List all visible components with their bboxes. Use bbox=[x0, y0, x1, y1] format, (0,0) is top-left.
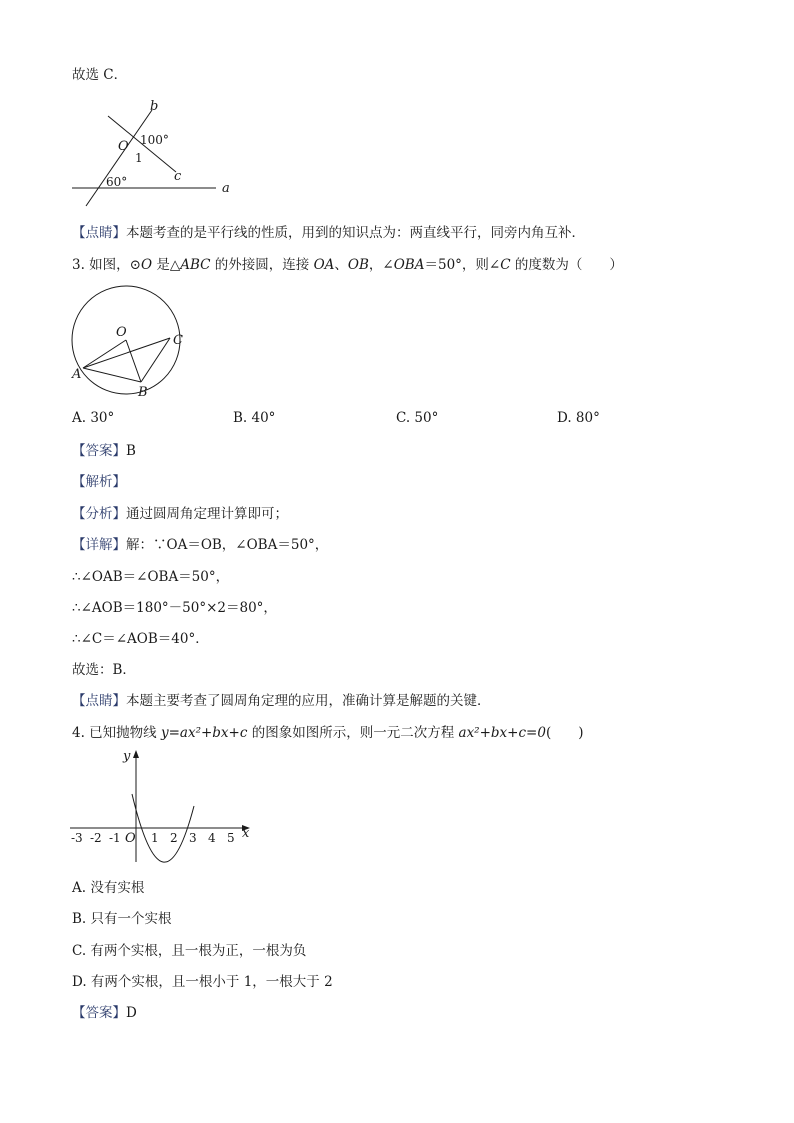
xiangjie-tag: 【详解】 bbox=[72, 537, 126, 553]
q3-step-1: ∴∠OAB＝∠OBA＝50°， bbox=[72, 569, 230, 585]
q3-step-3: ∴∠C＝∠AOB＝40°． bbox=[72, 631, 209, 647]
label-C: C bbox=[173, 333, 183, 348]
q3-xiangjie bbox=[72, 536, 328, 554]
q4-parabola-figure bbox=[66, 744, 256, 866]
q3-stem bbox=[72, 256, 623, 274]
dianjing-text: 本题主要考查了圆周角定理的应用，准确计算是解题的关键． bbox=[126, 693, 491, 709]
q3-option-b[interactable]: B. 40° bbox=[233, 410, 276, 426]
tick-5: 5 bbox=[227, 831, 235, 845]
q3-stem-mid4: ，∠ bbox=[368, 257, 394, 273]
answer-value: B bbox=[126, 443, 136, 459]
q3-stem-prefix: 3. 如图，⊙ bbox=[72, 257, 141, 273]
q4-stem-eq2: ax²+bx+c=0 bbox=[458, 725, 546, 741]
answer-value: D bbox=[126, 1005, 137, 1021]
q2-dianjing bbox=[72, 224, 585, 242]
q3-option-a[interactable]: A. 30° bbox=[72, 410, 115, 426]
q3-option-d[interactable]: D. 80° bbox=[557, 410, 600, 426]
q4-option-c[interactable]: C. 有两个实根，且一根为正，一根为负 bbox=[72, 943, 307, 959]
q3-jiexi bbox=[72, 473, 126, 491]
q3-stem-end: 的度数为（ ） bbox=[510, 257, 623, 273]
label-1: 1 bbox=[135, 151, 143, 165]
dianjing-text: 本题考查的是平行线的性质，用到的知识点为：两直线平行，同旁内角互补． bbox=[126, 225, 585, 241]
segment-OA bbox=[83, 340, 126, 368]
answer-tag: 【答案】 bbox=[72, 443, 126, 459]
q3-conclusion: 故选：B． bbox=[72, 662, 136, 678]
q3-stem-mid3: 、 bbox=[334, 257, 348, 273]
q3-stem-OB: OB bbox=[347, 257, 369, 273]
q4-answer bbox=[72, 1004, 137, 1022]
label-O: O bbox=[116, 325, 127, 340]
tick-2: 2 bbox=[170, 831, 178, 845]
q3-stem-mid1: 是△ bbox=[152, 257, 181, 273]
q3-fenxi bbox=[72, 505, 288, 523]
q3-stem-mid2: 的外接圆，连接 bbox=[210, 257, 314, 273]
q3-stem-O: O bbox=[140, 257, 153, 273]
fenxi-tag: 【分析】 bbox=[72, 506, 126, 522]
q2-parallel-lines-figure bbox=[66, 96, 246, 212]
q4-option-a[interactable]: A. 没有实根 bbox=[72, 880, 145, 896]
y-axis-arrow bbox=[133, 750, 139, 758]
segment-BC bbox=[141, 338, 170, 382]
q3-dianjing bbox=[72, 692, 491, 710]
label-O: O bbox=[125, 831, 136, 846]
answer-tag: 【答案】 bbox=[72, 1005, 126, 1021]
q4-stem-eq1: y=ax²+bx+c bbox=[160, 725, 248, 741]
label-b: b bbox=[150, 99, 159, 114]
label-x: x bbox=[242, 826, 250, 841]
q3-stem-mid5: ＝50°，则∠ bbox=[424, 257, 501, 273]
q3-stem-OBA: OBA bbox=[393, 257, 425, 273]
tick--2: -2 bbox=[90, 831, 102, 845]
segment-OB bbox=[126, 340, 141, 382]
q4-option-b[interactable]: B. 只有一个实根 bbox=[72, 911, 172, 927]
dianjing-tag: 【点睛】 bbox=[72, 693, 126, 709]
q4-stem-end: ( ) bbox=[545, 725, 584, 741]
fenxi-text: 通过圆周角定理计算即可； bbox=[126, 506, 288, 522]
q3-stem-C: C bbox=[500, 257, 511, 273]
tick-4: 4 bbox=[208, 831, 216, 845]
q3-answer bbox=[72, 442, 136, 460]
label-c: c bbox=[174, 169, 182, 184]
q3-circle-figure bbox=[64, 282, 194, 400]
tick--3: -3 bbox=[71, 831, 83, 845]
q3-option-c[interactable]: C. 50° bbox=[396, 410, 439, 426]
jiexi-tag: 【解析】 bbox=[72, 474, 126, 490]
q3-stem-OA: OA bbox=[313, 257, 335, 273]
q2-answer-line: 故选 C． bbox=[72, 67, 128, 83]
label-B: B bbox=[138, 385, 148, 400]
q3-step-2: ∴∠AOB＝180°－50°×2＝80°， bbox=[72, 600, 277, 616]
q4-stem-prefix: 4. 已知抛物线 bbox=[72, 725, 161, 741]
label-O: O bbox=[118, 139, 129, 154]
label-100: 100° bbox=[140, 133, 169, 147]
label-a: a bbox=[222, 181, 230, 196]
tick-3: 3 bbox=[189, 831, 197, 845]
q4-stem bbox=[72, 724, 583, 742]
xiangjie-text: 解：∵OA＝OB，∠OBA＝50°， bbox=[126, 537, 329, 553]
label-60: 60° bbox=[106, 175, 128, 189]
tick-1: 1 bbox=[151, 831, 159, 845]
label-A: A bbox=[72, 367, 82, 382]
segment-AB bbox=[83, 368, 141, 382]
q3-stem-ABC: ABC bbox=[180, 257, 211, 273]
tick--1: -1 bbox=[109, 831, 121, 845]
q4-option-d[interactable]: D. 有两个实根，且一根小于 1，一根大于 2 bbox=[72, 974, 333, 990]
label-y: y bbox=[123, 749, 131, 764]
dianjing-tag: 【点睛】 bbox=[72, 225, 126, 241]
q4-stem-mid: 的图象如图所示，则一元二次方程 bbox=[247, 725, 459, 741]
